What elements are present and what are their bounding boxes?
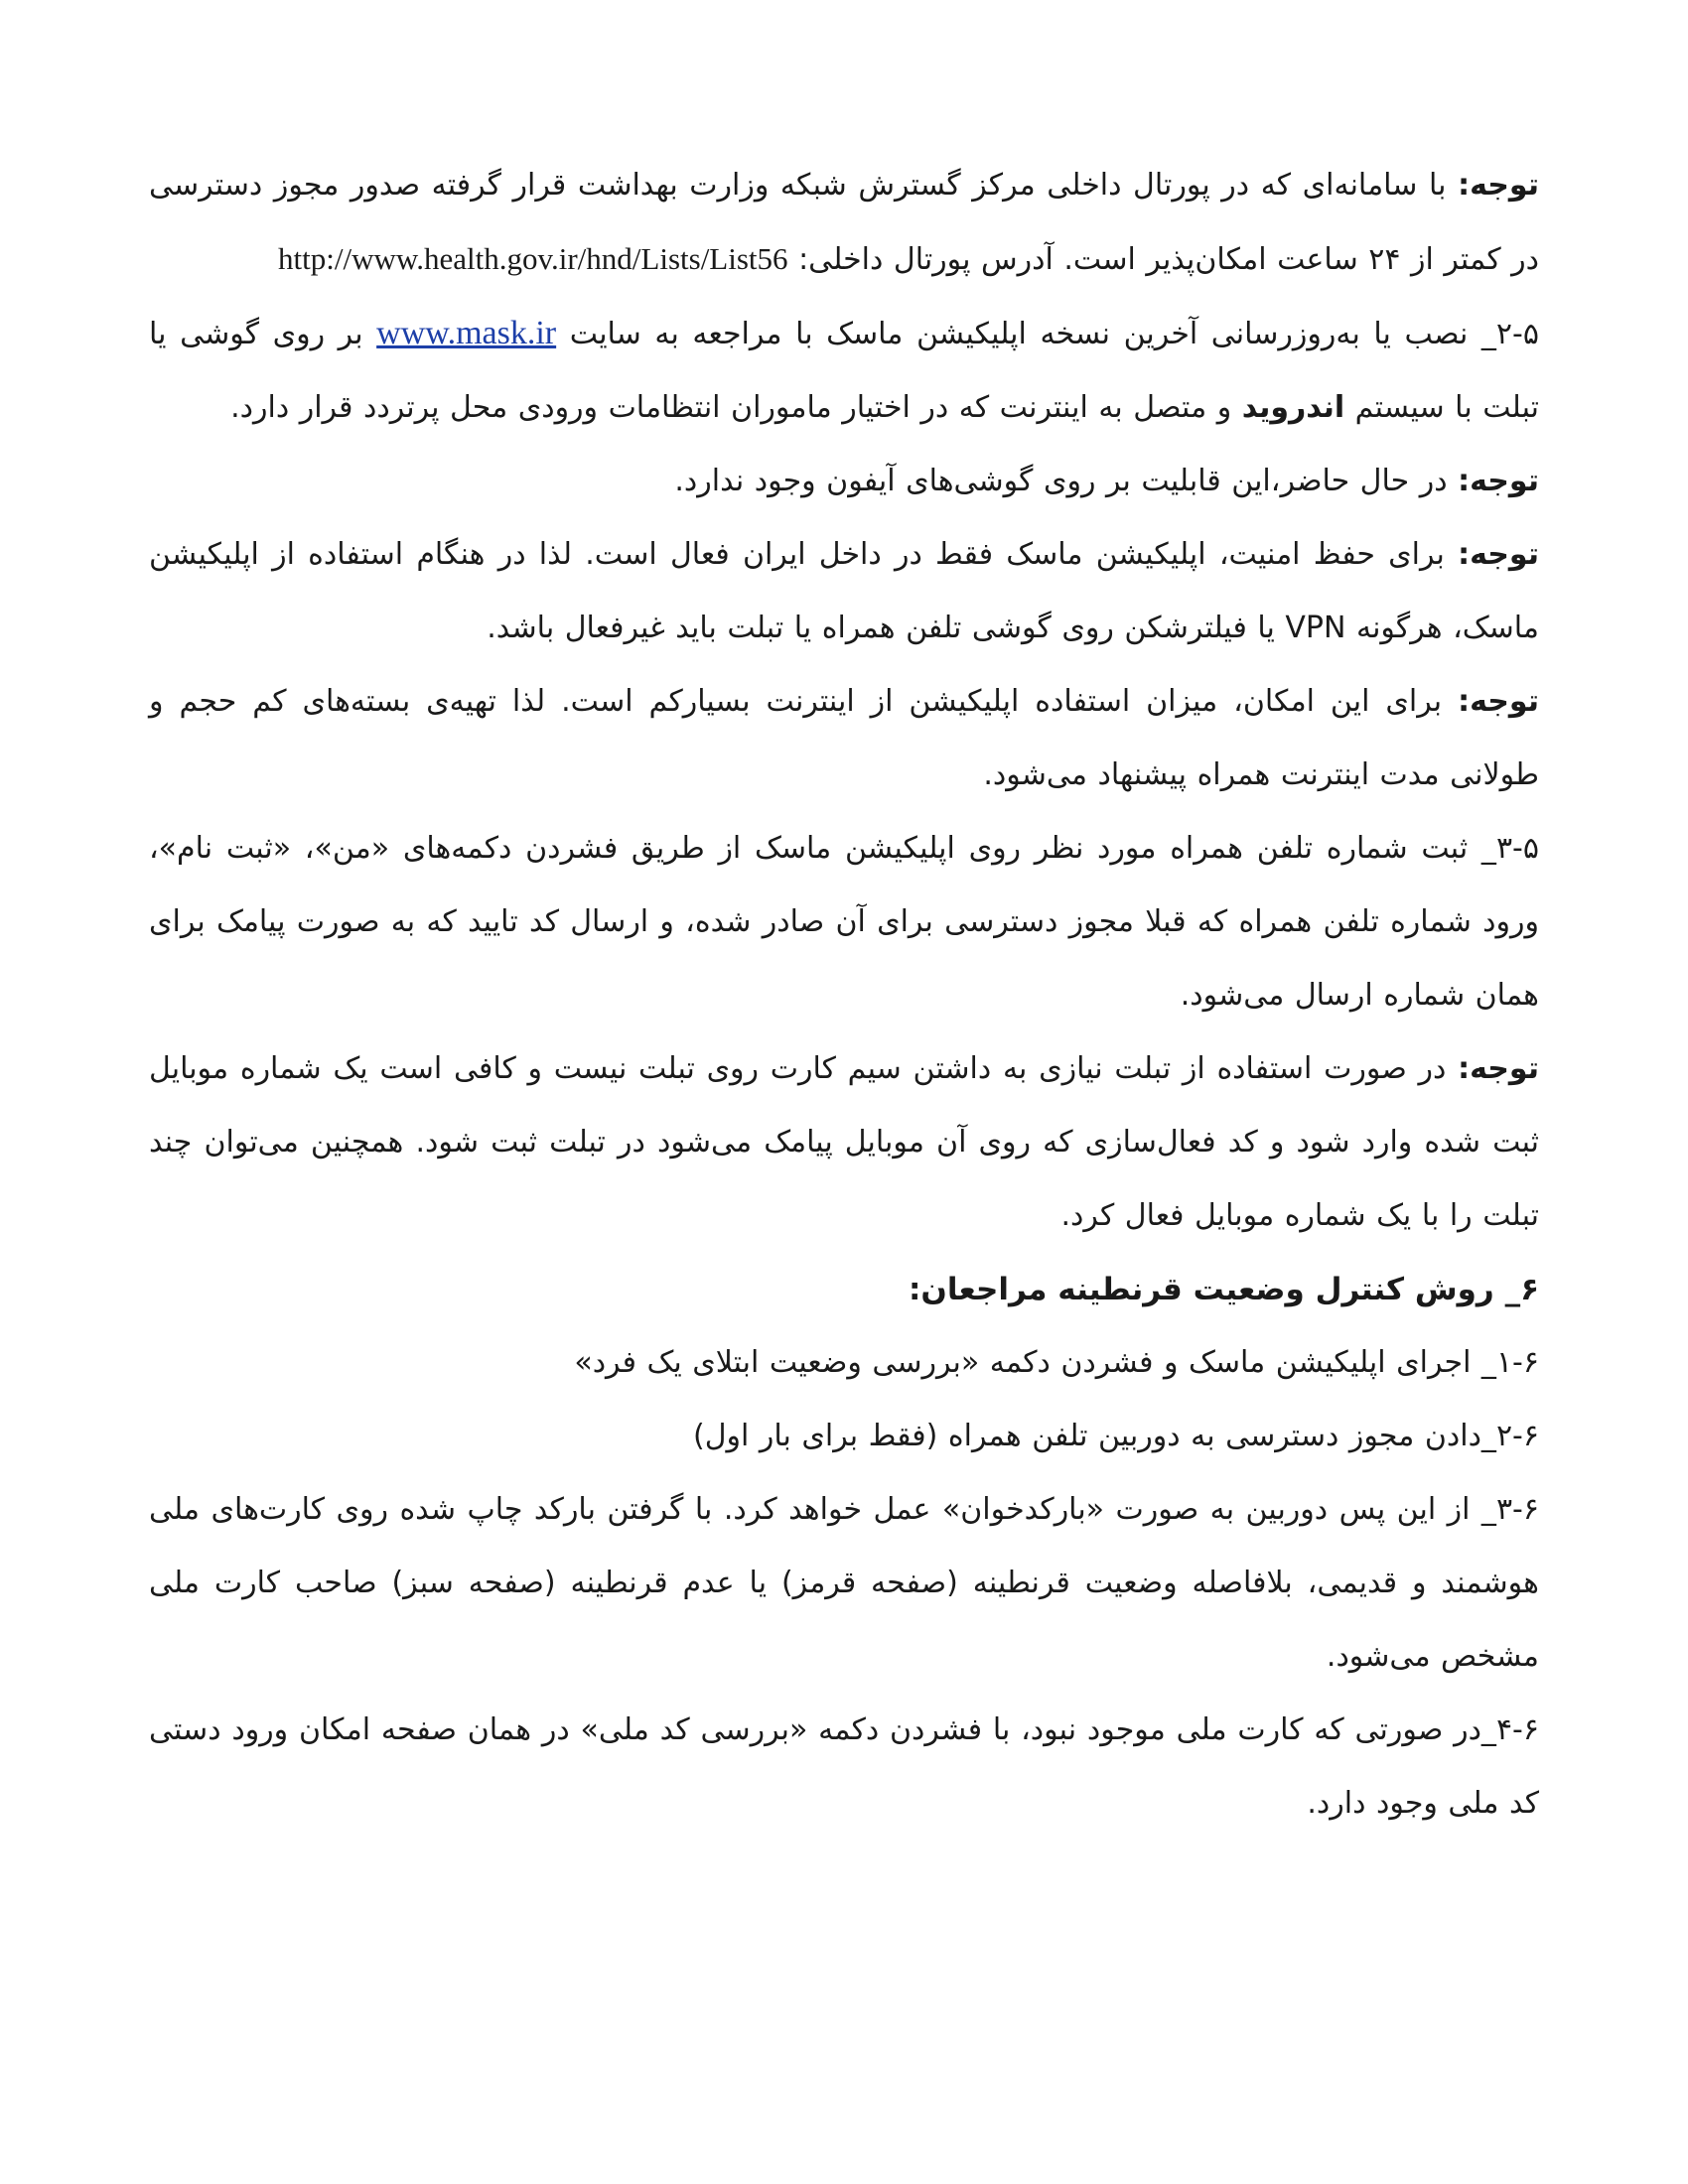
note-vpn-text: برای حفظ امنیت، اپلیکیشن ماسک فقط در داخل ایران فعال است. لذا در هنگام استفاده از اپلیکیشن ماسک، هرگونه VPN یا فیلترشکن روی گوشی تلفن همراه یا تبلت باید غیرفعال باشد. [149, 537, 1539, 645]
note-label: توجه: [1458, 684, 1539, 719]
item-6-4: ۴-۶_در صورتی که کارت ملی موجود نبود، با فشردن دکمه «بررسی کد ملی» در همان صفحه امکان ورود دستی کد ملی وجود دارد. [149, 1712, 1539, 1821]
item-5-2 [149, 297, 1539, 445]
note-tablet [149, 1032, 1539, 1253]
item-5-2-after: و متصل به اینترنت که در اختیار ماموران انتظامات ورودی محل پرتردد قرار دارد. [230, 390, 1232, 425]
item-6-3: ۳-۶_ از این پس دوربین به صورت «بارکدخوان» عمل خواهد کرد. با گرفتن بارکد چاپ شده روی کارت‌های ملی هوشمند و قدیمی، بلافاصله وضعیت قرنطینه (صفحه قرمز) یا عدم قرنطینه (صفحه سبز) صاحب کارت ملی مشخص می‌شود. [149, 1492, 1539, 1674]
note-internet-text: برای این امکان، میزان استفاده اپلیکیشن از اینترنت بسیارکم است. لذا تهیه‌ی بسته‌های کم حجم و طولانی مدت اینترنت همراه پیشنهاد می‌شود. [149, 684, 1539, 792]
item-5-3: ۳-۵_ ثبت شماره تلفن همراه مورد نظر روی اپلیکیشن ماسک از طریق فشردن دکمه‌های «من»، «ثبت نام»، ورود شماره تلفن همراه که قبلا مجوز دسترسی برای آن صادر شده، و ارسال کد تایید که به صورت پیامک برای همان شماره ارسال می‌شود. [149, 831, 1539, 1013]
item-5-2-middle: بر روی گوشی یا تبلت با سیستم [149, 317, 1539, 425]
note-internet [149, 665, 1539, 812]
note-label: توجه: [1458, 168, 1539, 203]
note-vpn [149, 518, 1539, 665]
item-6-1: ۱-۶_ اجرای اپلیکیشن ماسک و فشردن دکمه «بررسی وضعیت ابتلای یک فرد» [574, 1345, 1539, 1380]
note-label: توجه: [1458, 1051, 1539, 1086]
note-label: توجه: [1458, 464, 1539, 498]
note-iphone-text: در حال حاضر،این قابلیت بر روی گوشی‌های آیفون وجود ندارد. [674, 464, 1448, 498]
item-5-2-before: ۲-۵_ نصب یا به‌روزرسانی آخرین نسخه اپلیکیشن ماسک با مراجعه به سایت [569, 317, 1539, 351]
note-iphone [149, 445, 1539, 518]
portal-url: http://www.health.gov.ir/hnd/Lists/List56 [278, 241, 788, 276]
note-portal [149, 149, 1539, 297]
document-page [149, 149, 1539, 1841]
note-tablet-text: در صورت استفاده از تبلت نیازی به داشتن سیم کارت روی تبلت نیست و کافی است یک شماره موبایل ثبت شده وارد شود و کد فعال‌سازی که روی آن موبایل پیامک می‌شود در تبلت ثبت شود. همچنین می‌توان چند تبلت را با یک شماره موبایل فعال کرد. [149, 1051, 1539, 1233]
note-portal-text: با سامانه‌ای که در پورتال داخلی مرکز گسترش شبکه وزارت بهداشت قرار گرفته صدور مجوز دسترسی در کمتر از ۲۴ ساعت امکان‌پذیر است. آدرس پورتال داخلی: [149, 168, 1539, 277]
note-label: توجه: [1458, 537, 1539, 572]
item-6-2: ۲-۶_دادن مجوز دسترسی به دوربین تلفن همراه (فقط برای بار اول) [693, 1419, 1539, 1453]
mask-site-link[interactable]: www.mask.ir [376, 315, 557, 351]
item-5-2-android: اندروید [1241, 390, 1345, 425]
section-6-heading: ۶_ روش کنترل وضعیت قرنطینه مراجعان: [909, 1272, 1539, 1307]
